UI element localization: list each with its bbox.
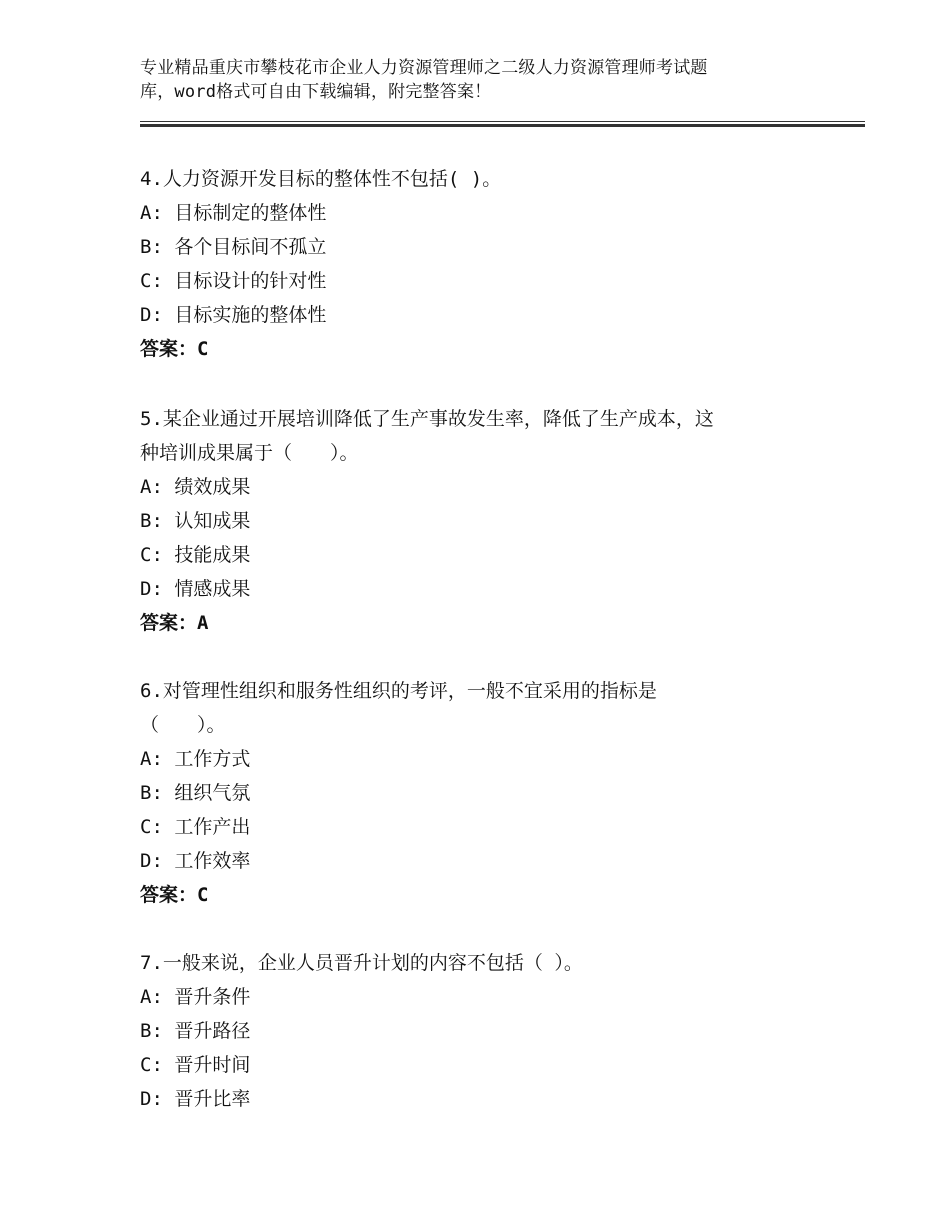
answer-label: 答案：C bbox=[140, 338, 209, 360]
option-b: B: 各个目标间不孤立 bbox=[140, 236, 327, 258]
option-c: C: 目标设计的针对性 bbox=[140, 270, 327, 292]
question-stem: 4.人力资源开发目标的整体性不包括( )。 bbox=[140, 168, 502, 190]
header-divider-thick bbox=[140, 124, 865, 127]
answer-label: 答案：C bbox=[140, 884, 209, 906]
question-7 bbox=[140, 946, 820, 1116]
option-d: D: 晋升比率 bbox=[140, 1088, 251, 1110]
question-stem: 6.对管理性组织和服务性组织的考评，一般不宜采用的指标是 bbox=[140, 680, 657, 702]
header-divider-thin bbox=[140, 121, 865, 122]
option-a: A: 工作方式 bbox=[140, 748, 251, 770]
answer-label: 答案：A bbox=[140, 612, 209, 634]
option-a: A: 目标制定的整体性 bbox=[140, 202, 327, 224]
option-c: C: 工作产出 bbox=[140, 816, 251, 838]
option-b: B: 组织气氛 bbox=[140, 782, 251, 804]
option-a: A: 晋升条件 bbox=[140, 986, 251, 1008]
question-stem-continued: 种培训成果属于（ ）。 bbox=[140, 442, 359, 464]
header-title-line-1: 专业精品重庆市攀枝花市企业人力资源管理师之二级人力资源管理师考试题 bbox=[140, 58, 708, 78]
option-c: C: 技能成果 bbox=[140, 544, 251, 566]
option-d: D: 情感成果 bbox=[140, 578, 251, 600]
question-4 bbox=[140, 162, 820, 366]
header-title-line-2: 库，word格式可自由下载编辑，附完整答案！ bbox=[140, 82, 492, 102]
option-b: B: 认知成果 bbox=[140, 510, 251, 532]
document-header bbox=[140, 56, 840, 104]
question-6 bbox=[140, 674, 820, 912]
option-d: D: 目标实施的整体性 bbox=[140, 304, 327, 326]
question-stem-continued: （ ）。 bbox=[140, 714, 226, 736]
question-stem: 7.一般来说，企业人员晋升计划的内容不包括（ ）。 bbox=[140, 952, 583, 974]
question-5 bbox=[140, 402, 820, 640]
option-c: C: 晋升时间 bbox=[140, 1054, 251, 1076]
option-d: D: 工作效率 bbox=[140, 850, 251, 872]
option-b: B: 晋升路径 bbox=[140, 1020, 251, 1042]
question-stem: 5.某企业通过开展培训降低了生产事故发生率，降低了生产成本，这 bbox=[140, 408, 714, 430]
option-a: A: 绩效成果 bbox=[140, 476, 251, 498]
